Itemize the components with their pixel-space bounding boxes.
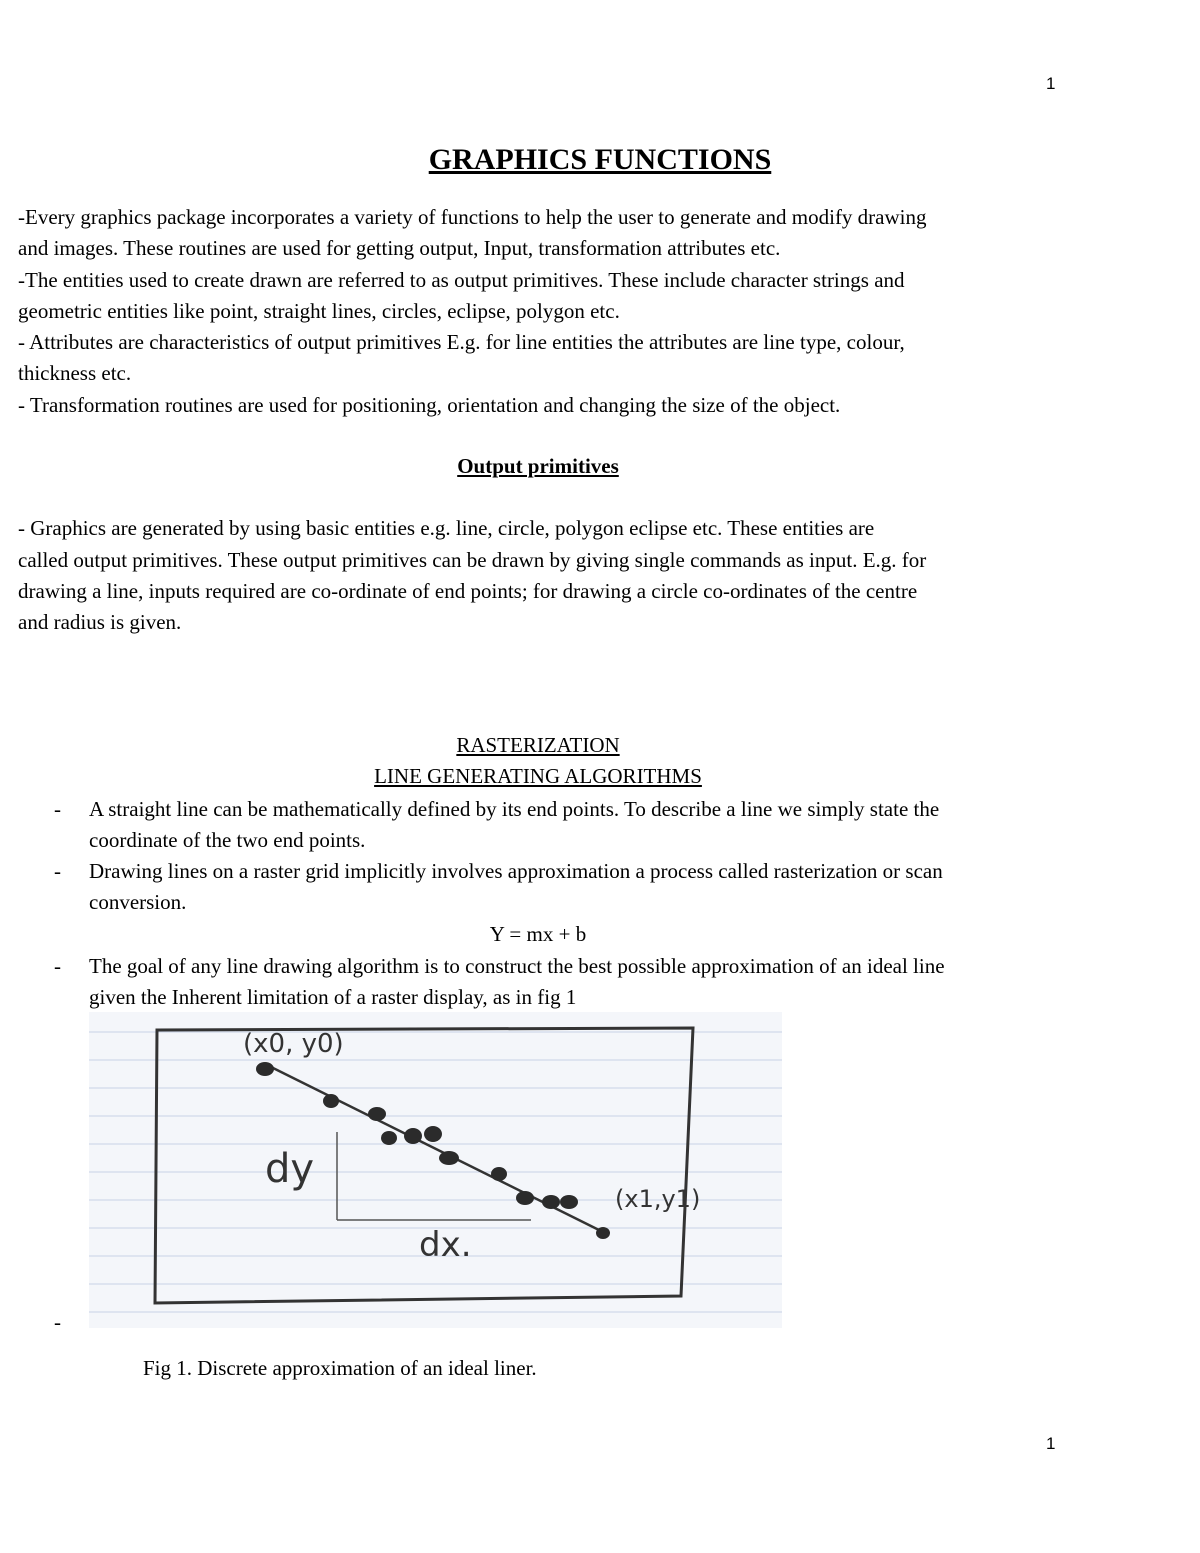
start-point-label: (x0, y0) — [243, 1029, 344, 1059]
rasterization-heading: RASTERIZATION — [456, 733, 620, 757]
intro-line: - Attributes are characteristics of output primitives E.g. for line entities the attributes are line type, colour, — [18, 330, 905, 354]
output-primitives-line: called output primitives. These output primitives can be drawn by giving single commands as input. E.g. for — [18, 548, 927, 572]
bullet-line: given the Inherent limitation of a raster display, as in fig 1 — [89, 985, 577, 1009]
intro-line: -The entities used to create drawn are referred to as output primitives. These include character strings and — [18, 268, 905, 292]
line-equation: Y = mx + b — [489, 922, 587, 946]
raster-pixel — [381, 1131, 397, 1145]
raster-pixel — [368, 1107, 386, 1121]
intro-line: thickness etc. — [18, 361, 132, 385]
raster-pixel — [542, 1195, 560, 1209]
output-primitives-line: and radius is given. — [18, 610, 182, 634]
bullet-line: conversion. — [89, 890, 187, 914]
bullet-line: coordinate of the two end points. — [89, 828, 366, 852]
dx-label: dx. — [419, 1225, 472, 1265]
bullet-marker: - — [54, 954, 61, 978]
raster-pixel — [516, 1191, 534, 1205]
output-primitives-line: - Graphics are generated by using basic entities e.g. line, circle, polygon eclipse etc. These entities are — [18, 516, 875, 540]
raster-pixel — [256, 1062, 274, 1076]
line-raster-sketch — [89, 1012, 782, 1328]
bullet-marker: - — [54, 797, 61, 821]
bullet-marker: - — [54, 1310, 61, 1334]
page-number: 1 — [1046, 74, 1056, 93]
raster-pixel — [323, 1094, 339, 1108]
intro-line: - Transformation routines are used for positioning, orientation and changing the size of the object. — [18, 393, 841, 417]
figure-caption: Fig 1. Discrete approximation of an ideal liner. — [143, 1356, 537, 1380]
raster-pixel — [424, 1126, 442, 1142]
intro-line: -Every graphics package incorporates a variety of functions to help the user to generate and modify drawing — [18, 205, 927, 229]
end-point-label: (x1,y1) — [615, 1185, 701, 1213]
bullet-marker: - — [54, 859, 61, 883]
raster-pixel — [439, 1151, 459, 1165]
output-primitives-heading: Output primitives — [457, 454, 619, 478]
bullet-line: A straight line can be mathematically defined by its end points. To describe a line we simply state the — [89, 797, 940, 821]
footer-page-number: 1 — [1046, 1434, 1056, 1453]
raster-pixel — [491, 1167, 507, 1181]
bullet-line: Drawing lines on a raster grid implicitly involves approximation a process called rasterization or scan — [89, 859, 943, 883]
figure-sketch — [89, 1012, 782, 1328]
raster-pixel — [404, 1128, 422, 1144]
output-primitives-line: drawing a line, inputs required are co-ordinate of end points; for drawing a circle co-ordinates of the centre — [18, 579, 918, 603]
intro-line: geometric entities like point, straight lines, circles, eclipse, polygon etc. — [18, 299, 620, 323]
line-algorithms-heading: LINE GENERATING ALGORITHMS — [374, 764, 702, 788]
raster-pixel — [560, 1195, 578, 1209]
page-title: GRAPHICS FUNCTIONS — [428, 143, 772, 176]
raster-pixel — [596, 1227, 610, 1239]
bullet-line: The goal of any line drawing algorithm is to construct the best possible approximation of an ideal line — [89, 954, 945, 978]
intro-line: and images. These routines are used for getting output, Input, transformation attributes etc. — [18, 236, 781, 260]
dy-label: dy — [265, 1146, 315, 1192]
